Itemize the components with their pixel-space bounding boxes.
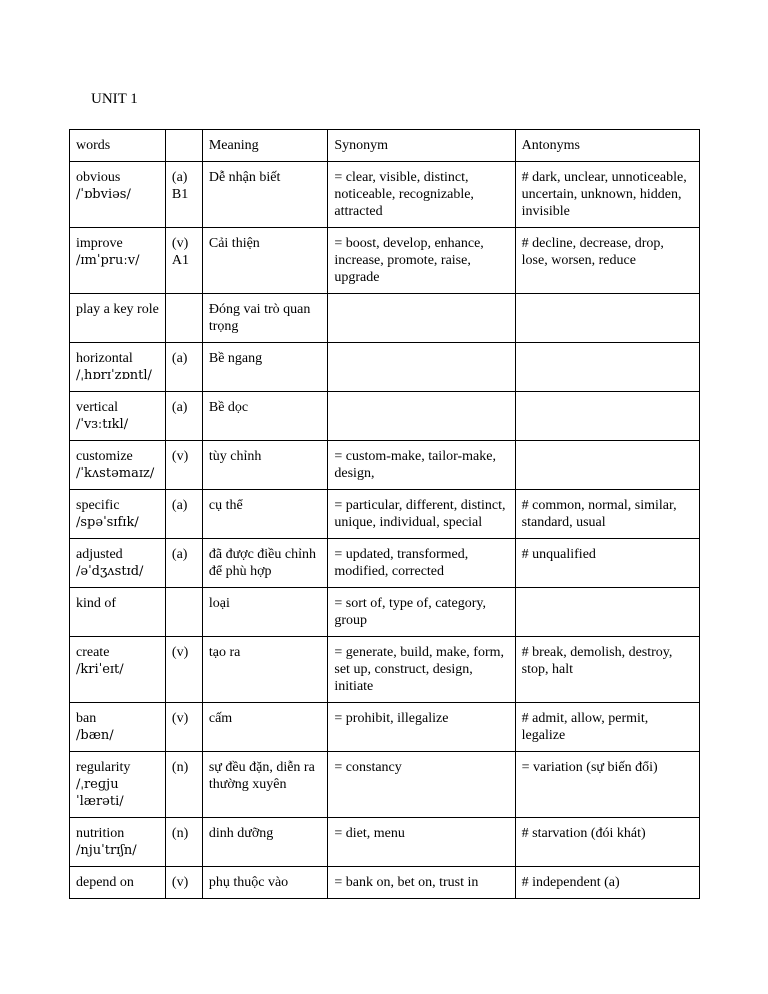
meaning-text: Đóng vai trò quan trọng xyxy=(208,302,311,334)
synonym-cell xyxy=(328,294,515,343)
word-cell xyxy=(70,703,166,752)
pos-cell xyxy=(165,162,202,228)
synonym-cell xyxy=(328,228,515,294)
part-of-speech: (a) xyxy=(171,400,188,415)
ipa-text: /njuˈtrɪʃn/ xyxy=(76,843,137,858)
pos-cell xyxy=(165,703,202,752)
ipa-text: /ˌreɡjuˈlærəti/ xyxy=(76,777,124,809)
antonym-cell xyxy=(515,752,699,818)
antonym-cell xyxy=(515,490,699,539)
header-words: words xyxy=(70,130,166,162)
ipa-text: /kriˈeɪt/ xyxy=(76,662,124,677)
ipa-text: /ˈvɜːtɪkl/ xyxy=(76,417,129,432)
synonym-text: = clear, visible, distinct, noticeable, recognizable, attracted xyxy=(334,170,474,219)
meaning-cell xyxy=(202,818,328,867)
meaning-cell xyxy=(202,703,328,752)
pos-cell xyxy=(165,490,202,539)
word-cell xyxy=(70,441,166,490)
pos-cell xyxy=(165,867,202,899)
word-text: improve xyxy=(76,236,123,251)
word-text: horizontal xyxy=(76,351,133,366)
meaning-cell xyxy=(202,392,328,441)
synonym-text: = particular, different, distinct, unique, individual, special xyxy=(334,498,506,530)
word-text: regularity xyxy=(76,760,131,775)
part-of-speech: (a) xyxy=(171,498,188,513)
table-row xyxy=(70,588,700,637)
meaning-text: cấm xyxy=(208,711,233,726)
synonym-text: = constancy xyxy=(334,760,402,775)
meaning-text: Dễ nhận biết xyxy=(208,170,281,185)
synonym-cell xyxy=(328,343,515,392)
ipa-text: /ˈɒbviəs/ xyxy=(76,187,131,202)
table-row xyxy=(70,162,700,228)
synonym-cell xyxy=(328,490,515,539)
ipa-text: /bæn/ xyxy=(76,728,114,743)
table-row xyxy=(70,818,700,867)
antonym-text: # decline, decrease, drop, lose, worsen, reduce xyxy=(521,236,664,268)
meaning-cell xyxy=(202,294,328,343)
antonym-cell xyxy=(515,441,699,490)
word-cell xyxy=(70,162,166,228)
word-text: adjusted xyxy=(76,547,123,562)
antonym-cell xyxy=(515,392,699,441)
word-text: depend on xyxy=(76,875,134,890)
meaning-cell xyxy=(202,637,328,703)
part-of-speech: (a) xyxy=(171,547,188,562)
meaning-text: tạo ra xyxy=(208,645,241,660)
table-row xyxy=(70,539,700,588)
synonym-text: = boost, develop, enhance, increase, promote, raise, upgrade xyxy=(334,236,484,285)
cefr-level: B1 xyxy=(171,187,189,202)
meaning-cell xyxy=(202,343,328,392)
word-text: specific xyxy=(76,498,120,513)
part-of-speech: (v) xyxy=(171,711,189,726)
antonym-text: # break, demolish, destroy, stop, halt xyxy=(521,645,673,677)
header-meaning: Meaning xyxy=(202,130,328,162)
meaning-cell xyxy=(202,752,328,818)
table-row xyxy=(70,392,700,441)
meaning-text: cụ thể xyxy=(208,498,243,513)
antonym-text: = variation (sự biến đổi) xyxy=(521,760,658,775)
ipa-text: /ɪmˈpruːv/ xyxy=(76,253,140,268)
word-text: obvious xyxy=(76,170,121,185)
word-text: customize xyxy=(76,449,133,464)
word-text: play a key role xyxy=(76,302,159,317)
synonym-text: = generate, build, make, form, set up, construct, design, initiate xyxy=(334,645,505,694)
meaning-cell xyxy=(202,228,328,294)
synonym-cell xyxy=(328,588,515,637)
word-cell xyxy=(70,343,166,392)
part-of-speech: (n) xyxy=(171,826,189,841)
part-of-speech: (a) xyxy=(171,170,188,185)
meaning-text: Bề dọc xyxy=(208,400,249,415)
synonym-cell xyxy=(328,539,515,588)
table-row xyxy=(70,867,700,899)
synonym-cell xyxy=(328,818,515,867)
meaning-text: sự đều đặn, diễn ra thường xuyên xyxy=(208,760,315,792)
word-cell xyxy=(70,818,166,867)
synonym-text: = updated, transformed, modified, corrected xyxy=(334,547,469,579)
antonym-text: # dark, unclear, unnoticeable, uncertain, unknown, hidden, invisible xyxy=(521,170,687,219)
table-row xyxy=(70,752,700,818)
synonym-cell xyxy=(328,867,515,899)
table-row xyxy=(70,490,700,539)
word-text: nutrition xyxy=(76,826,125,841)
meaning-text: phụ thuộc vào xyxy=(208,875,289,890)
synonym-text: = prohibit, illegalize xyxy=(334,711,449,726)
ipa-text: /spəˈsɪfɪk/ xyxy=(76,515,139,530)
meaning-cell xyxy=(202,588,328,637)
unit-title: UNIT 1 xyxy=(91,91,138,107)
table-row xyxy=(70,637,700,703)
synonym-cell xyxy=(328,637,515,703)
pos-cell xyxy=(165,818,202,867)
word-text: create xyxy=(76,645,110,660)
meaning-text: loại xyxy=(208,596,230,611)
pos-cell xyxy=(165,392,202,441)
word-text: vertical xyxy=(76,400,118,415)
synonym-cell xyxy=(328,752,515,818)
synonym-cell xyxy=(328,703,515,752)
pos-cell xyxy=(165,637,202,703)
word-cell xyxy=(70,392,166,441)
word-cell xyxy=(70,294,166,343)
pos-cell xyxy=(165,441,202,490)
meaning-text: đã được điều chỉnh để phù hợp xyxy=(208,547,316,579)
meaning-cell xyxy=(202,539,328,588)
table-row xyxy=(70,228,700,294)
word-cell xyxy=(70,867,166,899)
header-antonyms: Antonyms xyxy=(515,130,699,162)
synonym-text: = custom-make, tailor-make, design, xyxy=(334,449,496,481)
pos-cell xyxy=(165,294,202,343)
pos-cell xyxy=(165,588,202,637)
meaning-text: tùy chỉnh xyxy=(208,449,262,464)
meaning-cell xyxy=(202,441,328,490)
ipa-text: /əˈdʒʌstɪd/ xyxy=(76,564,144,579)
cefr-level: A1 xyxy=(171,253,190,268)
word-text: ban xyxy=(76,711,97,726)
word-cell xyxy=(70,588,166,637)
part-of-speech: (v) xyxy=(171,236,189,251)
meaning-cell xyxy=(202,162,328,228)
antonym-cell xyxy=(515,867,699,899)
word-cell xyxy=(70,228,166,294)
vocabulary-table xyxy=(69,129,700,899)
word-cell xyxy=(70,539,166,588)
pos-cell xyxy=(165,343,202,392)
antonym-text: # independent (a) xyxy=(521,875,620,890)
meaning-cell xyxy=(202,490,328,539)
part-of-speech: (v) xyxy=(171,645,189,660)
table-row xyxy=(70,294,700,343)
antonym-cell xyxy=(515,162,699,228)
part-of-speech: (v) xyxy=(171,449,189,464)
part-of-speech: (n) xyxy=(171,760,189,775)
ipa-text: /ˌhɒrɪˈzɒntl/ xyxy=(76,368,152,383)
table-row xyxy=(70,343,700,392)
synonym-text: = diet, menu xyxy=(334,826,405,841)
header-pos xyxy=(165,130,202,162)
header-row xyxy=(70,130,700,162)
word-cell xyxy=(70,752,166,818)
antonym-cell xyxy=(515,228,699,294)
meaning-text: Bề ngang xyxy=(208,351,263,366)
table-row xyxy=(70,441,700,490)
table-row xyxy=(70,703,700,752)
synonym-cell xyxy=(328,441,515,490)
pos-cell xyxy=(165,752,202,818)
antonym-cell xyxy=(515,703,699,752)
word-text: kind of xyxy=(76,596,117,611)
antonym-cell xyxy=(515,588,699,637)
antonym-text: # unqualified xyxy=(521,547,596,562)
meaning-text: Cải thiện xyxy=(208,236,260,251)
meaning-cell xyxy=(202,867,328,899)
synonym-text: = sort of, type of, category, group xyxy=(334,596,486,628)
word-cell xyxy=(70,490,166,539)
synonym-cell xyxy=(328,392,515,441)
part-of-speech: (a) xyxy=(171,351,188,366)
synonym-text: = bank on, bet on, trust in xyxy=(334,875,479,890)
antonym-cell xyxy=(515,818,699,867)
pos-cell xyxy=(165,228,202,294)
pos-cell xyxy=(165,539,202,588)
antonym-cell xyxy=(515,343,699,392)
meaning-text: dinh dưỡng xyxy=(208,826,274,841)
header-synonym: Synonym xyxy=(328,130,515,162)
antonym-cell xyxy=(515,637,699,703)
part-of-speech: (v) xyxy=(171,875,189,890)
antonym-text: # starvation (đói khát) xyxy=(521,826,646,841)
ipa-text: /ˈkʌstəmaɪz/ xyxy=(76,466,155,481)
antonym-text: # common, normal, similar, standard, usual xyxy=(521,498,677,530)
antonym-cell xyxy=(515,294,699,343)
word-cell xyxy=(70,637,166,703)
synonym-cell xyxy=(328,162,515,228)
antonym-cell xyxy=(515,539,699,588)
antonym-text: # admit, allow, permit, legalize xyxy=(521,711,649,743)
